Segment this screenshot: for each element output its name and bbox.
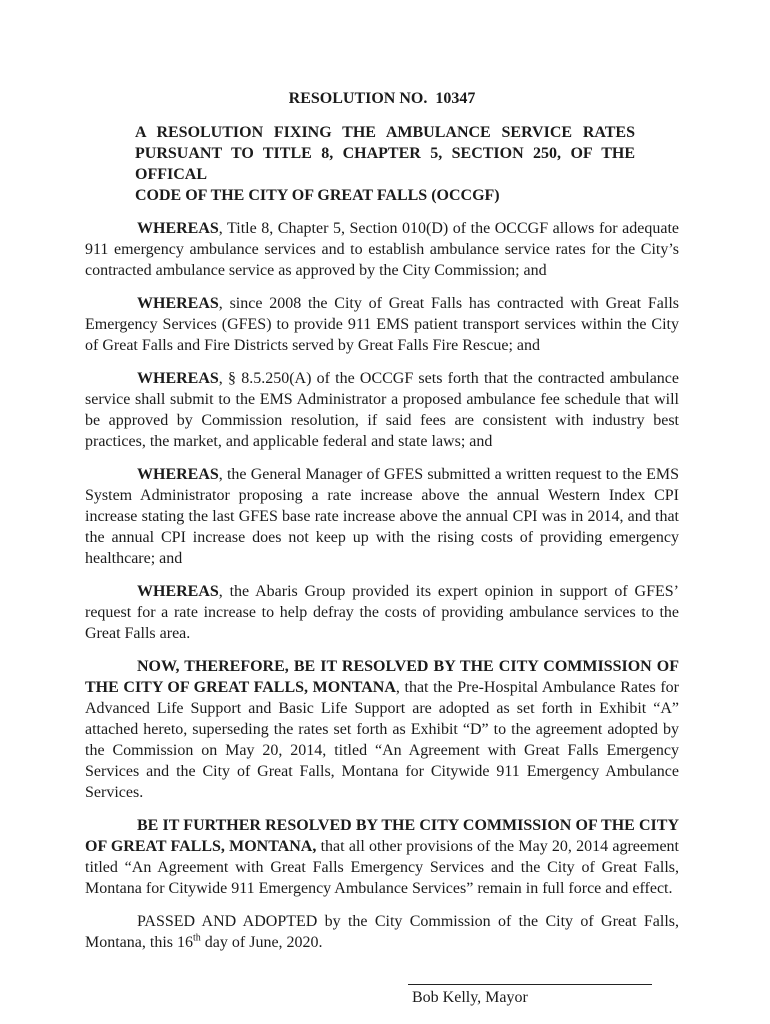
passed-adopted-paragraph <box>85 911 679 953</box>
resolved-lead: NOW, THEREFORE, BE IT RESOLVED BY THE CITY COMMISSION OF THE CITY OF GREAT FALLS, MONTANA <box>85 658 679 696</box>
heading-line-1: A RESOLUTION FIXING THE AMBULANCE SERVICE RATES <box>135 124 635 141</box>
whereas-paragraph-3 <box>85 368 679 452</box>
passed-adopted-text: PASSED AND ADOPTED by the City Commission of the City of Great Falls, Montana, this 16 <box>85 913 679 951</box>
resolved-text: , that the Pre-Hospital Ambulance Rates for Advanced Life Support and Basic Life Support are adopted as set forth in Exhibit “A” attached hereto, superseding the rates set forth as Exhibit “D” to the agreement adopted by the Commission on May 20, 2014, titled “An Agreement with Great Falls Emergency Services and the City of Great Falls, Montana for Citywide 911 Emergency Ambulance Services. <box>85 679 680 801</box>
further-resolved-text: that all other provisions of the May 20, 2014 agreement titled “An Agreement with Great Falls Emergency Services and the City of Great Falls, Montana for Citywide 911 Emergency Ambulance Services” remain in full force and effect. <box>85 838 680 897</box>
whereas-lead-5: WHEREAS <box>137 583 219 600</box>
passed-adopted-date: day of June, 2020. <box>200 934 323 951</box>
ordinal-superscript: th <box>193 932 201 944</box>
whereas-text-3: , § 8.5.250(A) of the OCCGF sets forth that the contracted ambulance service shall submit to the EMS Administrator a proposed ambulance fee schedule that will be approved by Commission resolution, if said fees are consistent with industry best practices, the market, and applicable federal and state laws; and <box>85 370 679 450</box>
whereas-lead-1: WHEREAS <box>137 220 219 237</box>
whereas-lead-4: WHEREAS <box>137 466 219 483</box>
heading-line-2: PURSUANT TO TITLE 8, CHAPTER 5, SECTION 250, OF THE OFFICAL <box>135 145 635 183</box>
resolved-paragraph <box>85 656 679 803</box>
whereas-text-5: , the Abaris Group provided its expert opinion in support of GFES’ request for a rate increase to help defray the costs of providing ambulance services to the Great Falls area. <box>85 583 679 642</box>
whereas-text-1: , Title 8, Chapter 5, Section 010(D) of the OCCGF allows for adequate 911 emergency ambulance services and to establish ambulance service rates for the City’s contracted ambulance service as approved by the City Commission; and <box>85 220 679 279</box>
whereas-text-2: , since 2008 the City of Great Falls has contracted with Great Falls Emergency Services (GFES) to provide 911 EMS patient transport services within the City of Great Falls and Fire Districts served by Great Falls Fire Rescue; and <box>85 295 679 354</box>
whereas-lead-2: WHEREAS <box>137 295 219 312</box>
whereas-paragraph-4 <box>85 464 679 569</box>
whereas-paragraph-1 <box>85 218 679 281</box>
whereas-text-4: , the General Manager of GFES submitted a written request to the EMS System Administrator proposing a rate increase above the annual Western Index CPI increase stating the last GFES base rate increase above the annual CPI was in 2014, and that the annual CPI increase does not keep up with the rising costs of providing emergency healthcare; and <box>85 466 679 567</box>
further-resolved-paragraph <box>85 815 679 899</box>
document-title: RESOLUTION NO. 10347 <box>288 90 476 107</box>
document-heading <box>135 122 635 206</box>
whereas-lead-3: WHEREAS <box>137 370 219 387</box>
whereas-paragraph-5 <box>85 581 679 644</box>
whereas-paragraph-2 <box>85 293 679 356</box>
heading-line-3: CODE OF THE CITY OF GREAT FALLS (OCCGF) <box>135 187 500 204</box>
signature-name: Bob Kelly, Mayor <box>412 989 528 1006</box>
further-resolved-lead: BE IT FURTHER RESOLVED BY THE CITY COMMISSION OF THE CITY OF GREAT FALLS, MONTANA, <box>85 817 679 855</box>
signature-block <box>408 984 652 1008</box>
document-content <box>85 88 679 1008</box>
